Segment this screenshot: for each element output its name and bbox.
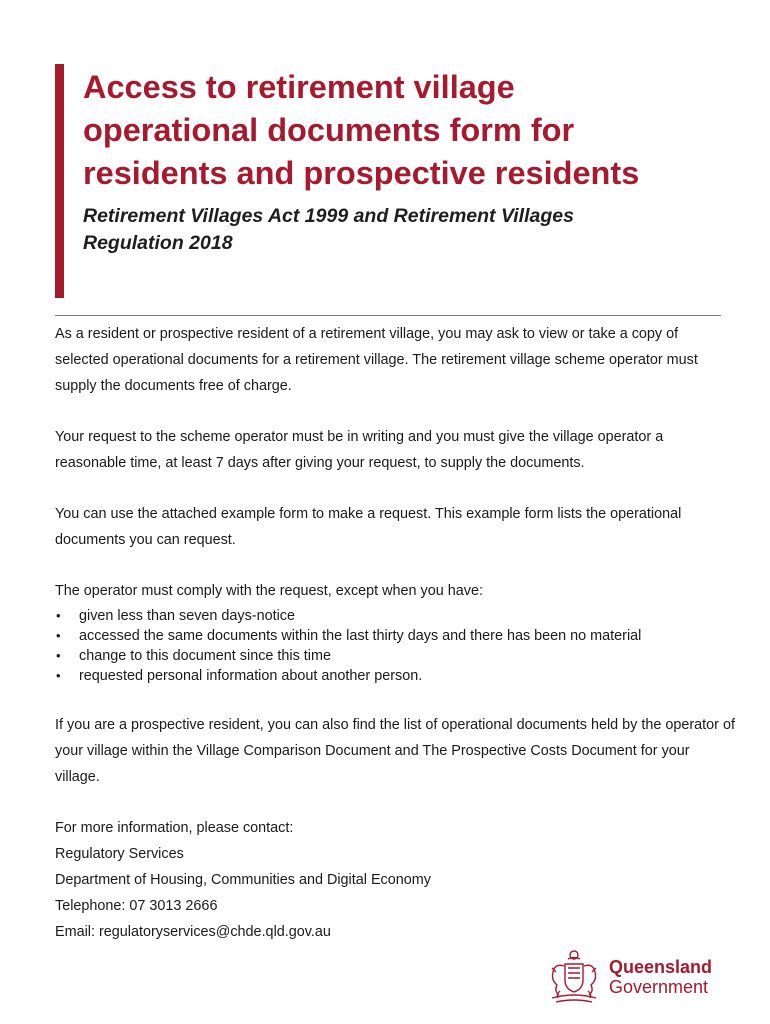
contact-block bbox=[55, 815, 735, 945]
contact-unit: Regulatory Services bbox=[55, 846, 184, 862]
contact-email[interactable]: Email: regulatoryservices@chde.qld.gov.au bbox=[55, 924, 331, 940]
title-line-2: operational documents form for bbox=[83, 112, 575, 148]
list-item bbox=[55, 646, 735, 666]
list-item-text: requested personal information about another person. bbox=[79, 668, 423, 684]
logo-line-2: Government bbox=[609, 977, 709, 997]
contact-intro: For more information, please contact: bbox=[55, 820, 294, 836]
prospective-paragraph: If you are a prospective resident, you can also find the list of operational documents held by the operator of your village within the Village Comparison Document and The Prospective Costs Document for your village. bbox=[55, 717, 735, 785]
bullet-icon: • bbox=[56, 628, 61, 643]
exceptions-paragraph: The operator must comply with the request, except when you have: bbox=[55, 583, 483, 599]
list-item bbox=[55, 606, 735, 626]
exceptions-list bbox=[55, 606, 735, 686]
title-line-1: Access to retirement village bbox=[83, 69, 515, 105]
logo-line-1: Queensland bbox=[609, 957, 713, 977]
list-item bbox=[55, 666, 735, 686]
queensland-government-logo bbox=[544, 946, 719, 1006]
contact-department: Department of Housing, Communities and Digital Economy bbox=[55, 872, 431, 888]
list-item-text: change to this document since this time bbox=[79, 648, 331, 664]
bullet-icon: • bbox=[56, 668, 61, 683]
document-body bbox=[55, 321, 735, 945]
bullet-icon: • bbox=[56, 648, 61, 663]
list-item bbox=[55, 626, 735, 646]
subtitle-line-2: Regulation 2018 bbox=[83, 232, 233, 254]
logo-wordmark bbox=[609, 957, 712, 997]
coat-of-arms-icon bbox=[544, 946, 604, 1006]
bullet-icon: • bbox=[56, 608, 61, 623]
divider bbox=[55, 315, 721, 316]
subtitle-line-1: Retirement Villages Act 1999 and Retirement Villages bbox=[83, 205, 574, 227]
intro-paragraph: As a resident or prospective resident of a retirement village, you may ask to view or take a copy of selected operational documents for a retirement village. The retirement village scheme operator must supply the documents free of charge. bbox=[55, 326, 698, 394]
contact-telephone: Telephone: 07 3013 2666 bbox=[55, 898, 218, 914]
form-paragraph: You can use the attached example form to make a request. This example form lists the operational documents you can request. bbox=[55, 506, 682, 548]
title-line-3: residents and prospective residents bbox=[83, 155, 640, 191]
list-item-text: given less than seven days-notice bbox=[79, 608, 295, 624]
list-item-text: accessed the same documents within the last thirty days and there has been no material bbox=[79, 628, 642, 644]
page-title bbox=[83, 66, 733, 195]
page-subtitle bbox=[83, 203, 743, 257]
accent-bar bbox=[55, 64, 64, 298]
request-paragraph: Your request to the scheme operator must be in writing and you must give the village operator a reasonable time, at least 7 days after giving your request, to supply the documents. bbox=[55, 429, 664, 471]
